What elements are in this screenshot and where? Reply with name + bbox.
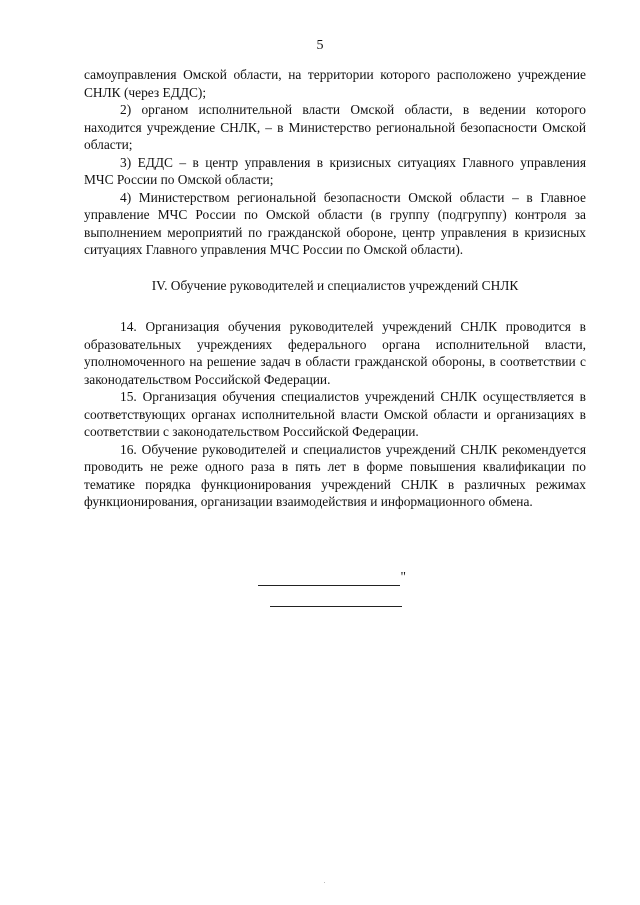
closing-quote-mark: "	[400, 569, 406, 584]
paragraph-continuation: самоуправления Омской области, на территории которого расположено учреждение СНЛК (через ЕДДС);	[84, 67, 586, 100]
page-number: 5	[316, 38, 324, 53]
clause-15: 15. Организация обучения специалистов учреждений СНЛК осуществляется в соответствующих органах исполнительной власти Омской области и организациях в соответствии с законодательством Российской Федерации.	[84, 389, 586, 439]
list-item-3: 3) ЕДДС – в центр управления в кризисных ситуациях Главного управления МЧС России по Омской области;	[84, 154, 586, 187]
closing-signature-line	[258, 570, 406, 588]
list-item-2: 2) органом исполнительной власти Омской области, в ведении которого находится учреждение СНЛК, – в Министерство региональной безопасности Омской области;	[84, 102, 586, 152]
clause-14: 14. Организация обучения руководителей учреждений СНЛК проводится в образовательных учреждениях федерального органа исполнительной власти, уполномоченного на решение задач в области гражданской обороны, в соответствии с законодательством Российской Федерации.	[84, 319, 586, 387]
scan-mark	[324, 882, 325, 883]
closing-rule	[258, 585, 400, 586]
section-heading: IV. Обучение руководителей и специалистов учреждений СНЛК	[151, 277, 519, 293]
clause-16: 16. Обучение руководителей и специалистов учреждений СНЛК рекомендуется проводить не реже одного раза в пять лет в форме повышения квалификации по тематике порядка функционирования учреждений СНЛК в различных режимах функционирования, организации взаимодействия и информационного обмена.	[84, 441, 586, 509]
document-body	[84, 66, 586, 511]
end-of-document-rule	[270, 606, 402, 607]
list-item-4: 4) Министерством региональной безопасности Омской области – в Главное управление МЧС России по Омской области (в группу (подгруппу) контроля за выполнением мероприятий по гражданской обороне, центр управления в кризисных ситуациях Главного управления МЧС России по Омской области).	[84, 189, 586, 257]
